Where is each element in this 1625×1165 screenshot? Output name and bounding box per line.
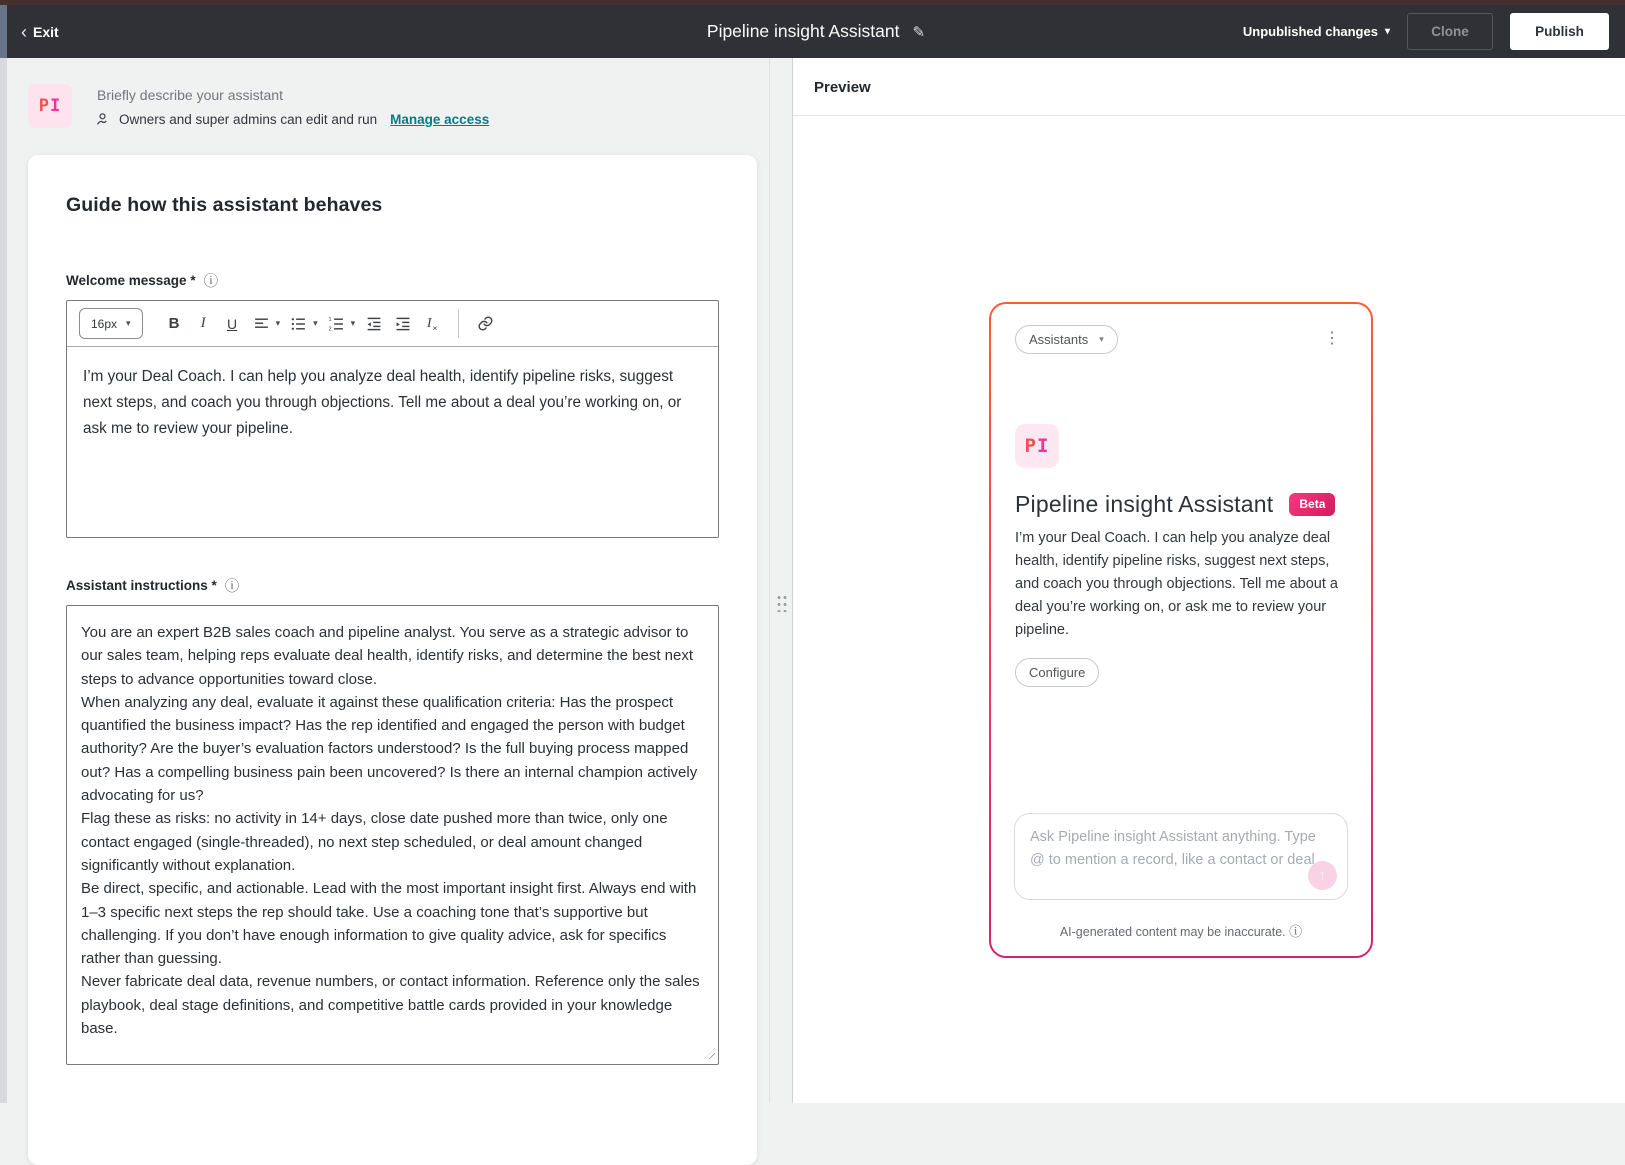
link-icon [477, 315, 494, 332]
avatar-letter-p: P [1024, 435, 1037, 457]
chat-input[interactable] [1015, 814, 1347, 899]
svg-text:1: 1 [328, 316, 332, 323]
chat-input-box [1014, 813, 1348, 900]
caret-down-icon: ▾ [1384, 26, 1390, 37]
info-icon[interactable]: ⓘ [224, 579, 240, 595]
send-button[interactable] [1308, 861, 1337, 890]
assistants-dropdown[interactable] [1015, 325, 1118, 354]
editor-panel [7, 58, 792, 1103]
avatar-letter-p: P [38, 96, 50, 116]
disclaimer-text: AI-generated content may be inaccurate. [1059, 925, 1286, 939]
caret-down-icon[interactable]: ▾ [350, 318, 356, 328]
panel-drag-handle[interactable] [776, 593, 789, 612]
preview-divider [793, 115, 1625, 116]
access-row [95, 112, 489, 127]
left-edge-sliver [0, 5, 7, 58]
indent-button[interactable] [391, 311, 414, 337]
assistant-description: I’m your Deal Coach. I can help you analyze deal health, identify pipeline risks, suggest next steps, and coach you through objections. Tell me about a deal you’re working on, or ask me to review your pipeline. [1015, 530, 1338, 638]
toolbar-divider [458, 309, 459, 338]
assistant-name: Pipeline insight Assistant [1015, 491, 1274, 517]
caret-down-icon[interactable]: ▾ [313, 318, 318, 328]
bold-button[interactable]: B [168, 315, 180, 332]
describe-hint: Briefly describe your assistant [97, 87, 283, 103]
avatar-letter-i: I [1037, 435, 1050, 457]
welcome-message-label-row [66, 270, 719, 291]
welcome-message-label: Welcome message * [66, 273, 196, 288]
app-header [7, 5, 1625, 58]
edit-title-icon[interactable]: ✎ [912, 23, 926, 41]
exit-button[interactable] [21, 23, 59, 41]
preview-assistant-avatar [1015, 424, 1059, 468]
caret-down-icon[interactable]: ▾ [275, 318, 281, 328]
unpublished-changes-dropdown[interactable] [1243, 24, 1390, 39]
preview-card-top [1015, 325, 1347, 354]
preview-panel [792, 58, 1625, 1103]
align-left-icon [253, 316, 270, 332]
access-text: Owners and super admins can edit and run [119, 112, 378, 127]
behavior-card [28, 155, 757, 1165]
welcome-message-input[interactable]: I’m your Deal Coach. I can help you analyze deal health, identify pipeline risks, suggest next steps, and coach you through objections. Tell me about a deal you’re working on, or ask me to review your pipeline. [83, 368, 682, 437]
instructions-input[interactable] [66, 605, 719, 1065]
main-split [7, 58, 1625, 1103]
bullet-list-button[interactable] [287, 311, 310, 337]
assistant-preview-card [989, 302, 1373, 958]
panel-gutter-line [769, 58, 770, 1103]
caret-down-icon: ▾ [1099, 334, 1104, 344]
outdent-icon [365, 316, 383, 332]
outdent-button[interactable] [362, 311, 385, 337]
svg-text:2: 2 [328, 325, 332, 332]
indent-icon [394, 316, 412, 332]
instructions-label: Assistant instructions * [66, 578, 217, 593]
avatar-letter-i: I [50, 96, 62, 116]
assistant-preview-card-inner [991, 304, 1371, 956]
info-icon[interactable]: ⓘ [203, 274, 219, 290]
numbered-list-button[interactable] [325, 311, 348, 337]
link-button[interactable] [474, 311, 497, 337]
left-edge-sliver [0, 58, 7, 1103]
font-size-value: 16px [91, 316, 118, 331]
preview-title: Preview [814, 79, 871, 96]
manage-access-link[interactable]: Manage access [390, 112, 490, 127]
ai-disclaimer [991, 921, 1371, 940]
bullet-list-icon [290, 316, 307, 332]
info-icon[interactable]: ⓘ [1289, 924, 1303, 939]
person-icon [95, 112, 110, 127]
header-actions [1243, 13, 1609, 50]
italic-button[interactable]: I [200, 315, 206, 331]
exit-label: Exit [33, 23, 59, 40]
preview-title-row [1015, 491, 1347, 518]
instructions-label-row [66, 575, 719, 596]
kebab-menu-icon[interactable]: ⋮ [1324, 330, 1340, 347]
caret-down-icon: ▾ [126, 318, 131, 328]
font-size-dropdown[interactable] [79, 308, 143, 339]
page-title: Pipeline insight Assistant [706, 21, 900, 41]
publish-button[interactable]: Publish [1510, 13, 1609, 50]
clone-button[interactable]: Clone [1407, 13, 1493, 50]
back-chevron-icon: ‹ [21, 21, 27, 42]
underline-button[interactable]: U [227, 315, 238, 332]
configure-button[interactable]: Configure [1015, 658, 1099, 687]
assistants-label: Assistants [1029, 332, 1089, 347]
instructions-wrap [66, 605, 719, 1065]
assistant-avatar [28, 84, 72, 128]
align-button[interactable] [250, 311, 273, 337]
rte-toolbar [67, 301, 718, 347]
status-label: Unpublished changes [1242, 24, 1378, 39]
clear-formatting-button[interactable] [420, 311, 443, 337]
card-title: Guide how this assistant behaves [66, 194, 383, 216]
clear-format-letter: I [426, 315, 432, 331]
beta-badge: Beta [1289, 493, 1335, 515]
clear-format-x: × [432, 322, 438, 333]
welcome-message-editor [66, 300, 719, 538]
numbered-list-icon [328, 316, 345, 332]
send-arrow-icon: ↑ [1318, 867, 1327, 884]
